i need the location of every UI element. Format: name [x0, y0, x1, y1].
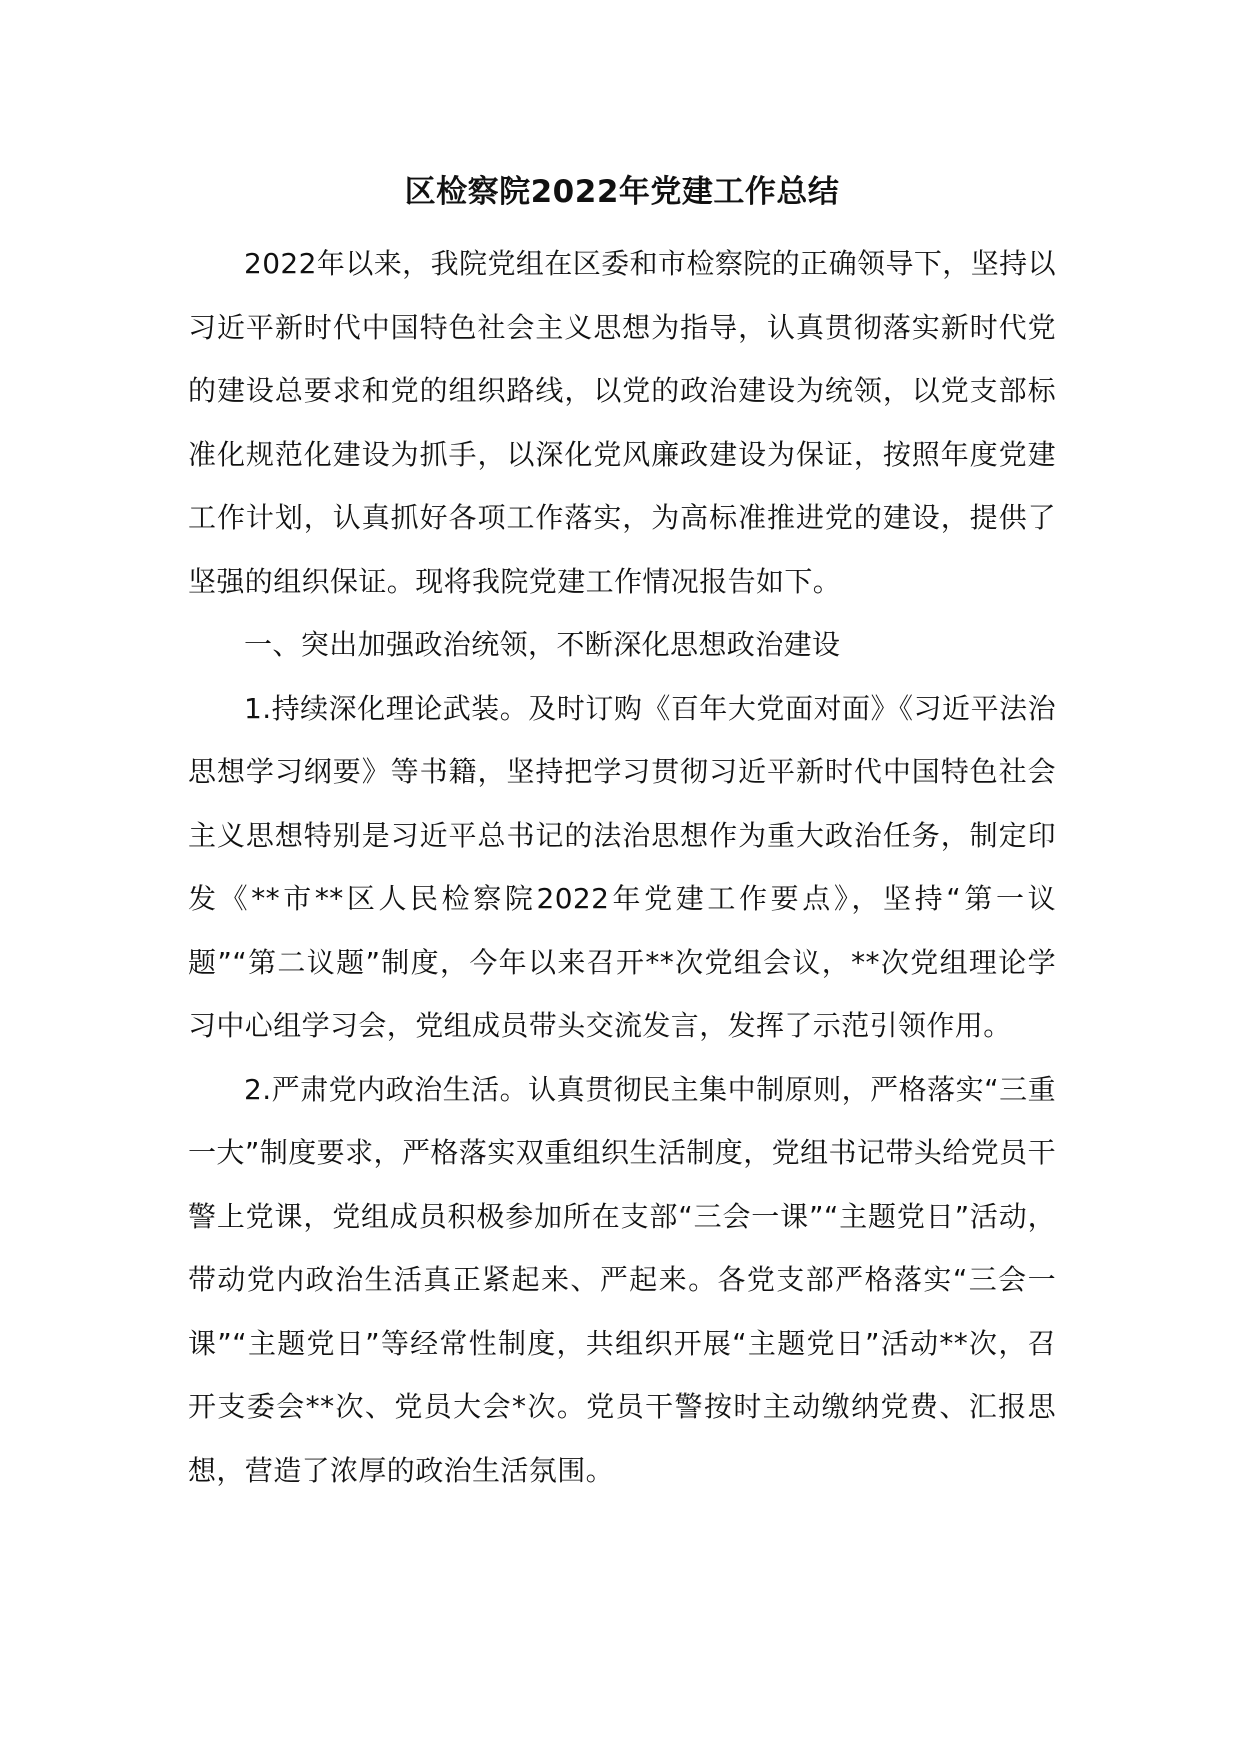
- intro-paragraph: 2022年以来，我院党组在区委和市检察院的正确领导下，坚持以习近平新时代中国特色社会主义思想为指导，认真贯彻落实新时代党的建设总要求和党的组织路线，以党的政治建设为统领，以党支部标准化规范化建设为抓手，以深化党风廉政建设为保证，按照年度党建工作计划，认真抓好各项工作落实，为高标准推进党的建设，提供了坚强的组织保证。现将我院党建工作情况报告如下。: [188, 247, 1056, 598]
- paragraph-political-life: 2.严肃党内政治生活。认真贯彻民主集中制原则，严格落实“三重一大”制度要求，严格落实双重组织生活制度，党组书记带头给党员干警上党课，党组成员积极参加所在支部“三会一课”“主题党日”活动，带动党内政治生活真正紧起来、严起来。各党支部严格落实“三会一课”“主题党日”等经常性制度，共组织开展“主题党日”活动**次，召开支委会**次、党员大会*次。党员干警按时主动缴纳党费、汇报思想，营造了浓厚的政治生活氛围。: [188, 1072, 1056, 1487]
- document-title: 区检察院2022年党建工作总结: [404, 174, 840, 210]
- section-heading-1: 一、突出加强政治统领，不断深化思想政治建设: [244, 628, 841, 661]
- document-body: [188, 168, 1056, 1502]
- paragraph-theory-study: 1.持续深化理论武装。及时订购《百年大党面对面》《习近平法治思想学习纲要》等书籍，坚持把学习贯彻习近平新时代中国特色社会主义思想特别是习近平总书记的法治思想作为重大政治任务，制定印发《**市**区人民检察院2022年党建工作要点》，坚持“第一议题”“第二议题”制度，今年以来召开**次党组会议，**次党组理论学习中心组学习会，党组成员带头交流发言，发挥了示范引领作用。: [188, 691, 1056, 1042]
